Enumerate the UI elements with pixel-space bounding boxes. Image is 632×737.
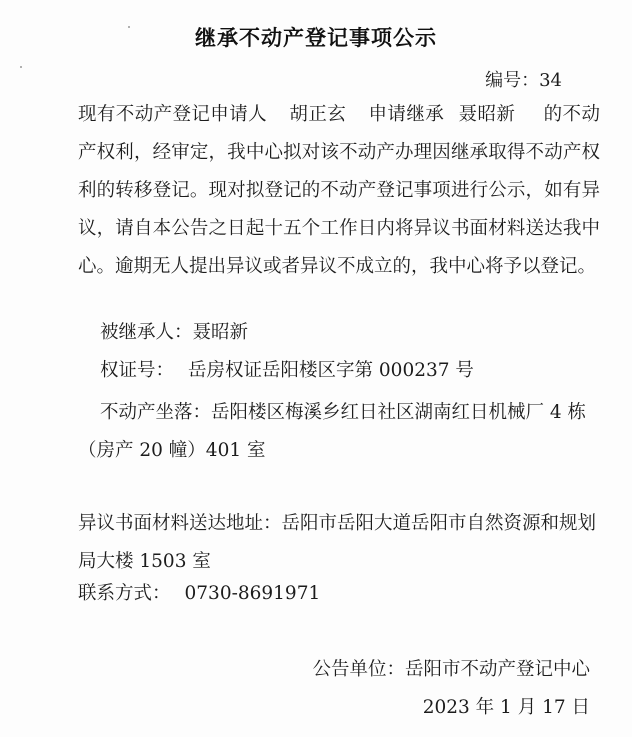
address-value: 岳阳市岳阳大道岳阳市自然资源和规划局大楼 1503 室: [78, 513, 597, 572]
certificate-label: 权证号：: [100, 360, 175, 381]
number-label: 编号：: [485, 70, 540, 91]
address-label: 异议书面材料送达地址：: [78, 513, 282, 534]
location-value: 岳阳楼区梅溪乡红日社区湖南红日机械厂 4 栋（房产 20 幢）401 室: [78, 402, 587, 461]
notice-body: [78, 96, 600, 286]
address-field: [78, 505, 604, 581]
scan-speck: [20, 66, 22, 68]
certificate-value: 岳房权证岳阳楼区字第 000237 号: [188, 360, 474, 381]
contact-field: [78, 579, 320, 605]
heir-value: 聂昭新: [192, 322, 249, 343]
location-field: [78, 394, 604, 470]
notice-paragraph: [78, 96, 600, 286]
applicant-name: 胡正玄: [289, 104, 347, 125]
document-number: [485, 66, 562, 92]
issuer-label: 公告单位：: [312, 659, 405, 680]
number-value: 34: [539, 70, 562, 91]
document-title: 继承不动产登记事项公示: [195, 26, 437, 50]
applicant-prefix: 现有不动产登记申请人: [78, 104, 268, 125]
certificate-field: [100, 356, 474, 382]
heir-field: [100, 318, 248, 344]
decedent-name: 聂昭新: [458, 104, 516, 125]
action-prefix: 申请继承: [368, 104, 445, 125]
contact-value: 0730-8691971: [184, 583, 321, 604]
issuer-value: 岳阳市不动产登记中心: [404, 659, 590, 680]
notice-remainder: 的不动产权利，经审定，我中心拟对该不动产办理因继承取得不动产权利的转移登记。现对拟登记的不动产登记事项进行公示，如有异议，请自本公告之日起十五个工作日内将异议书面材料送达我中心。逾期无人提出异议或者异议不成立的，我中心将予以登记。: [78, 104, 600, 277]
heir-label: 被继承人：: [100, 322, 193, 343]
location-label: 不动产坐落：: [100, 402, 212, 423]
issue-date: 2023 年 1 月 17 日: [422, 697, 590, 718]
contact-label: 联系方式：: [78, 583, 171, 604]
issuer-field: [312, 655, 590, 681]
